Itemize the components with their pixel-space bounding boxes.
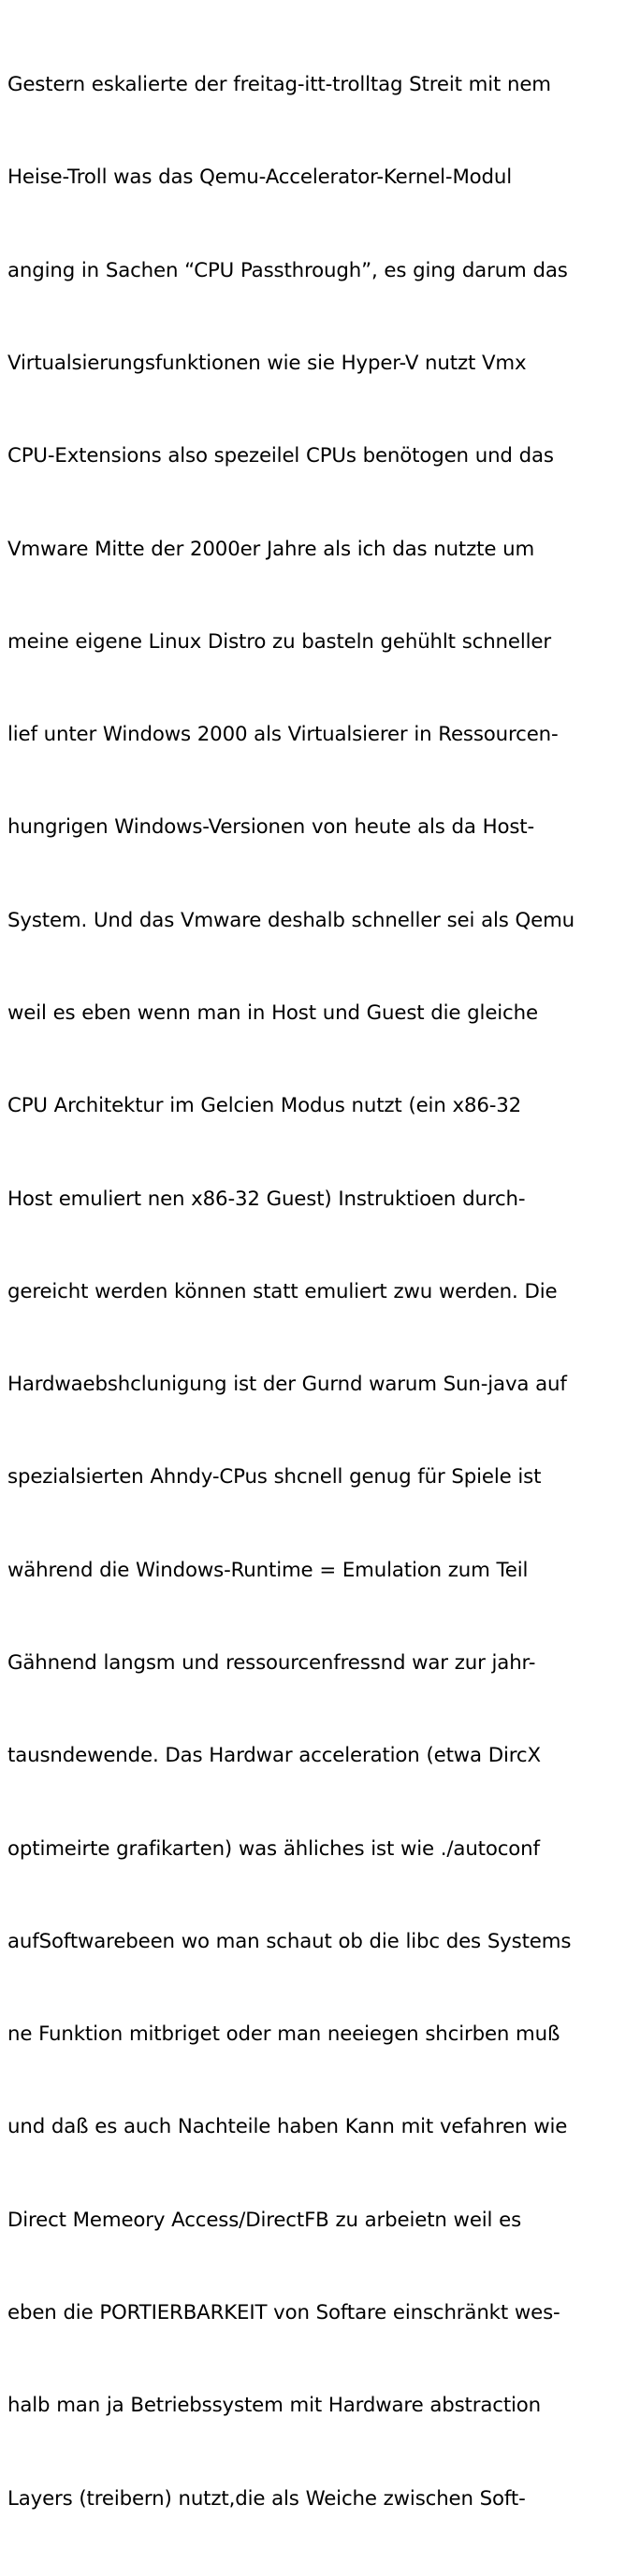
text-line: meine eigene Linux Distro zu basteln gehühlt schneller [7, 629, 551, 654]
text-line: eben die PORTIERBARKEIT von Softare einschränkt wes- [7, 2300, 560, 2324]
text-line: halb man ja Betriebssystem mit Hardware abstraction [7, 2394, 542, 2418]
text-line: und daß es auch Nachteile haben Kann mit vefahren wie [7, 2115, 568, 2139]
text-line: Host emuliert nen x86-32 Guest) Instruktioen durch- [7, 1187, 526, 1211]
text-line: Vmware Mitte der 2000er Jahre als ich das nutzte um [7, 537, 535, 561]
text-line: CPU Architektur im Gelcien Modus nutzt (ein x86-32 [7, 1094, 522, 1118]
text-line: Gähnend langsm und ressourcenfressnd war zur jahr- [7, 1650, 536, 1675]
text-line: hungrigen Windows-Versionen von heute als da Host- [7, 815, 535, 840]
text-line: tausndewende. Das Hardwar acceleration (etwa DircX [7, 1744, 541, 1768]
text-line: System. Und das Vmware deshalb schneller sei als Qemu [7, 908, 575, 932]
text-line: Layers (treibern) nutzt,die als Weiche zwischen Soft- [7, 2486, 526, 2511]
text-line: Virtualsierungsfunktionen wie sie Hyper-V nutzt Vmx [7, 352, 527, 376]
text-line: weil es eben wenn man in Host und Guest die gleiche [7, 1001, 538, 1025]
text-line: Heise-Troll was das Qemu-Accelerator-Kernel-Modul [7, 165, 513, 190]
text-line: gereicht werden können statt emuliert zwu werden. Die [7, 1279, 558, 1303]
text-line: anging in Sachen “CPU Passthrough”, es ging darum das [7, 258, 568, 282]
text-line: optimeirte grafikarten) was ähliches ist wie ./autoconf [7, 1836, 540, 1861]
text-line: ne Funktion mitbriget oder man neeiegen shcirben muß [7, 2022, 560, 2047]
text-line: Gestern eskalierte der freitag-itt-trolltag Streit mit nem [7, 73, 551, 97]
text-line: CPU-Extensions also spezeilel CPUs benötogen und das [7, 444, 554, 468]
text-line: spezialsierten Ahndy-CPus shcnell genug für Spiele ist [7, 1465, 542, 1489]
text-line: während die Windows-Runtime = Emulation zum Teil [7, 1558, 529, 1582]
document-text-block [7, 7, 634, 2576]
text-line: aufSoftwarebeen wo man schaut ob die libc des Systems [7, 1929, 572, 1953]
text-line: Hardwaebshclunigung ist der Gurnd warum Sun-java auf [7, 1373, 567, 1397]
text-line: lief unter Windows 2000 als Virtualsierer in Ressourcen- [7, 723, 559, 747]
text-line: Direct Memeory Access/DirectFB zu arbeietn weil es [7, 2208, 522, 2232]
